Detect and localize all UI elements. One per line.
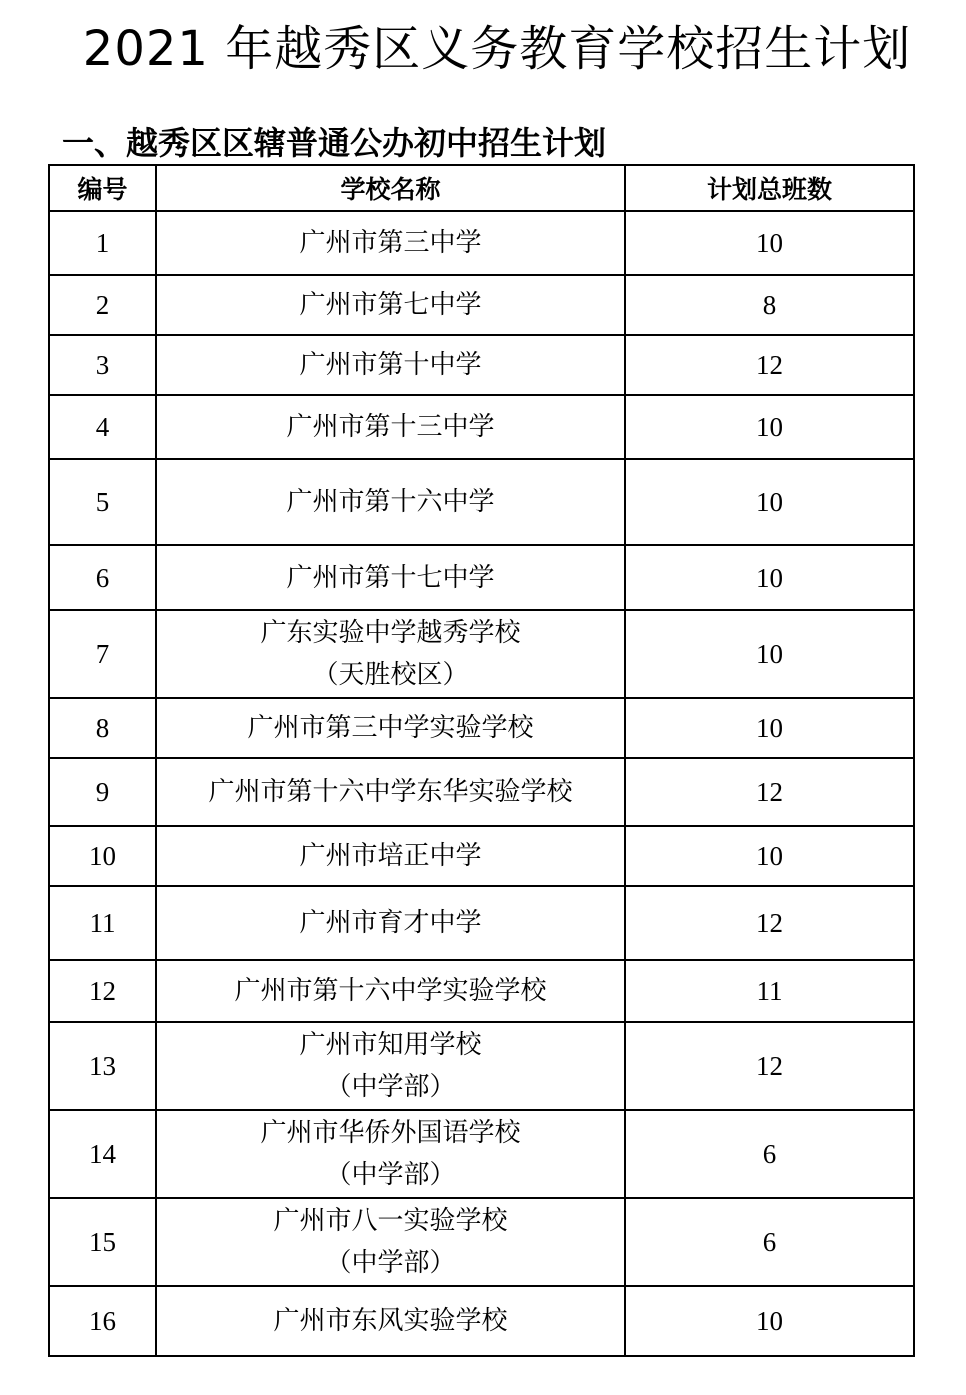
school-name-text: 广州市第十六中学实验学校 bbox=[234, 976, 547, 1006]
total-classes: 10 bbox=[625, 545, 914, 610]
header-school-name: 学校名称 bbox=[156, 165, 625, 211]
school-name bbox=[156, 459, 625, 545]
table-row bbox=[49, 698, 914, 758]
row-number: 2 bbox=[49, 275, 156, 335]
row-number: 11 bbox=[49, 886, 156, 960]
school-name bbox=[156, 1022, 625, 1110]
total-classes: 6 bbox=[625, 1110, 914, 1198]
school-campus-note: （天胜校区） bbox=[312, 660, 469, 690]
school-name bbox=[156, 826, 625, 886]
row-number: 4 bbox=[49, 395, 156, 459]
total-classes: 8 bbox=[625, 275, 914, 335]
total-classes: 10 bbox=[625, 610, 914, 698]
school-name bbox=[156, 886, 625, 960]
school-name bbox=[156, 211, 625, 275]
table-row bbox=[49, 1286, 914, 1356]
table-row bbox=[49, 1110, 914, 1198]
row-number: 14 bbox=[49, 1110, 156, 1198]
row-number: 8 bbox=[49, 698, 156, 758]
school-name-text: 广州市华侨外国语学校 bbox=[260, 1118, 521, 1148]
section-heading: 一、越秀区区辖普通公办初中招生计划 bbox=[62, 124, 607, 162]
school-name-text: 广州市第十七中学 bbox=[286, 562, 495, 593]
table-row bbox=[49, 335, 914, 395]
total-classes: 10 bbox=[625, 459, 914, 545]
school-campus-note: （中学部） bbox=[325, 1248, 456, 1278]
school-campus-note: （中学部） bbox=[325, 1160, 456, 1190]
school-name-text: 广州市东风实验学校 bbox=[273, 1306, 508, 1336]
school-name-text: 广州市培正中学 bbox=[299, 841, 482, 871]
school-name-text: 广州市第十六中学东华实验学校 bbox=[208, 777, 573, 807]
row-number: 13 bbox=[49, 1022, 156, 1110]
school-name-text: 广州市第三中学 bbox=[299, 228, 482, 258]
page-title: 2021 年越秀区义务教育学校招生计划 bbox=[82, 21, 912, 77]
row-number: 5 bbox=[49, 459, 156, 545]
row-number: 10 bbox=[49, 826, 156, 886]
row-number: 15 bbox=[49, 1198, 156, 1286]
school-name bbox=[156, 395, 625, 459]
table-row bbox=[49, 211, 914, 275]
table-row bbox=[49, 826, 914, 886]
table-row bbox=[49, 395, 914, 459]
row-number: 6 bbox=[49, 545, 156, 610]
total-classes: 10 bbox=[625, 211, 914, 275]
total-classes: 10 bbox=[625, 826, 914, 886]
header-total-classes: 计划总班数 bbox=[625, 165, 914, 211]
table-row bbox=[49, 960, 914, 1022]
row-number: 12 bbox=[49, 960, 156, 1022]
school-name bbox=[156, 275, 625, 335]
school-name-text: 广东实验中学越秀学校 bbox=[260, 618, 521, 648]
total-classes: 11 bbox=[625, 960, 914, 1022]
school-name bbox=[156, 545, 625, 610]
table-row bbox=[49, 459, 914, 545]
school-name bbox=[156, 335, 625, 395]
table-row bbox=[49, 1198, 914, 1286]
school-name-text: 广州市第三中学实验学校 bbox=[247, 713, 534, 743]
total-classes: 12 bbox=[625, 1022, 914, 1110]
row-number: 9 bbox=[49, 758, 156, 826]
header-number: 编号 bbox=[49, 165, 156, 211]
school-name-text: 广州市育才中学 bbox=[299, 908, 482, 938]
school-name-text: 广州市第十六中学 bbox=[286, 487, 495, 517]
total-classes: 10 bbox=[625, 1286, 914, 1356]
school-name bbox=[156, 1286, 625, 1356]
total-classes: 6 bbox=[625, 1198, 914, 1286]
table-row bbox=[49, 1022, 914, 1110]
total-classes: 12 bbox=[625, 335, 914, 395]
total-classes: 10 bbox=[625, 395, 914, 459]
row-number: 16 bbox=[49, 1286, 156, 1356]
school-name-text: 广州市第十中学 bbox=[299, 350, 482, 380]
table-row bbox=[49, 758, 914, 826]
row-number: 3 bbox=[49, 335, 156, 395]
school-name-text: 广州市第十三中学 bbox=[286, 412, 495, 442]
row-number: 7 bbox=[49, 610, 156, 698]
total-classes: 12 bbox=[625, 758, 914, 826]
school-name-text: 广州市八一实验学校 bbox=[273, 1206, 508, 1236]
table-row bbox=[49, 886, 914, 960]
table-row bbox=[49, 545, 914, 610]
school-name bbox=[156, 960, 625, 1022]
total-classes: 10 bbox=[625, 698, 914, 758]
school-name bbox=[156, 1110, 625, 1198]
school-name bbox=[156, 698, 625, 758]
table-row bbox=[49, 610, 914, 698]
total-classes: 12 bbox=[625, 886, 914, 960]
school-name-text: 广州市知用学校 bbox=[299, 1030, 482, 1060]
table-row bbox=[49, 275, 914, 335]
school-campus-note: （中学部） bbox=[325, 1072, 456, 1102]
row-number: 1 bbox=[49, 211, 156, 275]
school-name bbox=[156, 610, 625, 698]
enrollment-table bbox=[48, 164, 915, 1357]
school-name bbox=[156, 758, 625, 826]
school-name-text: 广州市第七中学 bbox=[299, 290, 482, 320]
table-header-row bbox=[49, 165, 914, 211]
school-name bbox=[156, 1198, 625, 1286]
